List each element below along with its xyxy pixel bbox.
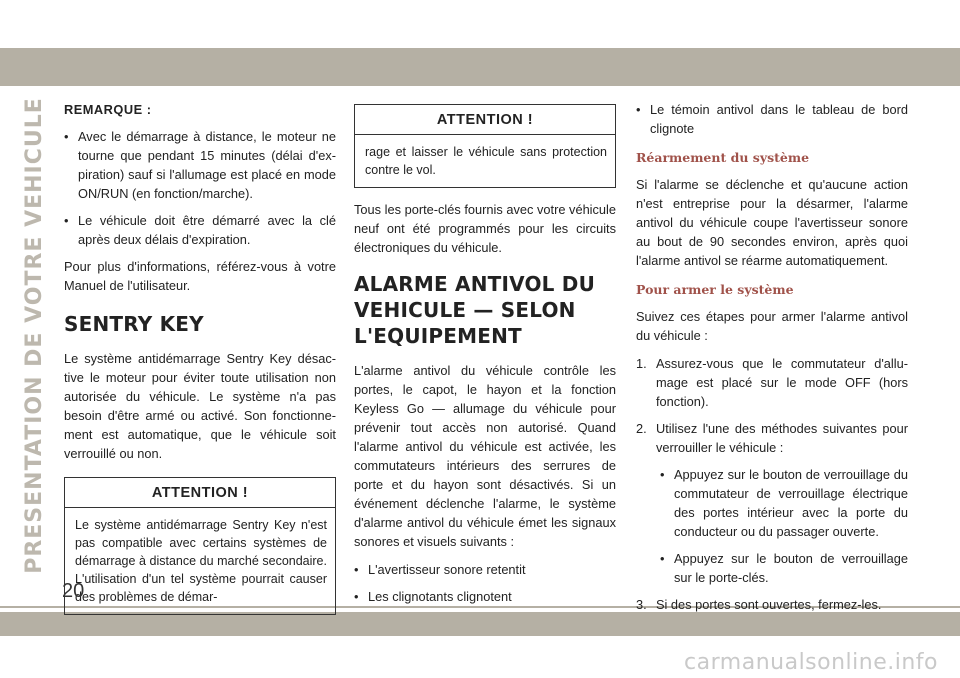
column-left xyxy=(64,100,336,615)
paragraph: L'alarme antivol du véhicule contrôle les portes, le capot, le hayon et la fonction Keyless Go — allumage du véhicule pour prévenir tout accès non autorisé. Quand l'alarme antivol du véhicule est activée, les commutateurs intérieurs des serrures de porte et du hayon sont désactivés. Si un événement déclenche l'alarme, le système d'alarme antivol du véhicule émet les signaux sonores et visuels suivants : xyxy=(354,363,616,549)
note-label: REMARQUE : xyxy=(64,102,152,117)
attention-body: Le système antidémarrage Sentry Key n'est pas compatible avec certains systèmes de démarrage à distance du marché secondaire. L'utilisation d'un tel système pourrait causer des problèmes de démar- xyxy=(75,518,327,604)
step-number: 1. xyxy=(636,356,647,371)
step-item xyxy=(636,354,908,411)
signal-bullet: • Le témoin antivol dans le tableau de bord clignote xyxy=(636,100,908,138)
watermark: carmanualsonline.info xyxy=(684,650,938,675)
subheading-armer: Pour armer le système xyxy=(636,282,794,297)
signal-bullet: • L'avertisseur sonore retentit xyxy=(354,560,616,579)
method-bullet: • Appuyez sur le bouton de verrouillage sur le porte-clés. xyxy=(636,549,908,587)
subheading-rearmement: Réarmement du système xyxy=(636,150,810,165)
section-side-title-text: PRESENTATION DE VOTRE VEHICULE xyxy=(21,96,47,574)
step-text: Utilisez l'une des méthodes suivantes pour verrouiller le véhicule : xyxy=(656,421,908,455)
note-bullet: • Avec le démarrage à distance, le moteur ne tourne que pendant 15 minutes (délai d'expiration) sauf si l'allumage est placé en mode ON/RUN (en fonction/marche). xyxy=(64,127,336,203)
section-heading-alarme: ALARME ANTIVOL DU VEHICULE — SELON L'EQUIPEMENT xyxy=(354,272,596,348)
header-band xyxy=(0,48,960,86)
page-number: 20 xyxy=(62,580,85,602)
attention-title: ATTENTION ! xyxy=(355,105,615,135)
paragraph: Si l'alarme se déclenche et qu'aucune action n'est entreprise pour la désarmer, l'alarme antivol du véhicule coupe l'avertisseur sonore au bout de 90 secondes environ, après quoi l'alarme antivol se réarme automatiquement. xyxy=(636,177,908,268)
column-right xyxy=(636,100,908,622)
attention-body: rage et laisser le véhicule sans protection contre le vol. xyxy=(365,145,607,177)
step-text: Assurez-vous que le commutateur d'allumage est placé sur le mode OFF (hors fonction). xyxy=(656,356,908,409)
note-bullet: • Le véhicule doit être démarré avec la clé après deux délais d'expiration. xyxy=(64,211,336,249)
signal-bullet: • Les clignotants clignotent xyxy=(354,587,616,606)
section-heading-sentry-key: SENTRY KEY xyxy=(64,312,204,336)
step-item xyxy=(636,419,908,457)
paragraph: Suivez ces étapes pour armer l'alarme antivol du véhicule : xyxy=(636,309,908,343)
column-middle xyxy=(354,100,616,614)
step-number: 3. xyxy=(636,597,647,612)
paragraph: Pour plus d'informations, référez-vous à votre Manuel de l'utilisateur. xyxy=(64,259,336,293)
step-number: 2. xyxy=(636,421,647,436)
attention-title: ATTENTION ! xyxy=(65,478,335,508)
step-text: Si des portes sont ouvertes, fermez-les. xyxy=(656,597,882,612)
paragraph: Le système antidémarrage Sentry Key désactive le moteur pour éviter toute utilisation non autorisée du véhicule. Le système n'a pas besoin d'être armé ou activé. Son fonctionnement est automatique, que le véhicule soit verrouillé ou non. xyxy=(64,351,336,461)
attention-box-continued xyxy=(354,104,616,188)
attention-box xyxy=(64,477,336,615)
paragraph: Tous les porte-clés fournis avec votre véhicule neuf ont été programmés pour les circuits électroniques du véhicule. xyxy=(354,202,616,255)
step-item xyxy=(636,595,908,614)
section-side-title xyxy=(18,96,50,574)
method-bullet: • Appuyez sur le bouton de verrouillage du commutateur de verrouillage électrique des portes intérieur avec la porte du conducteur ou du passager ouverte. xyxy=(636,465,908,541)
